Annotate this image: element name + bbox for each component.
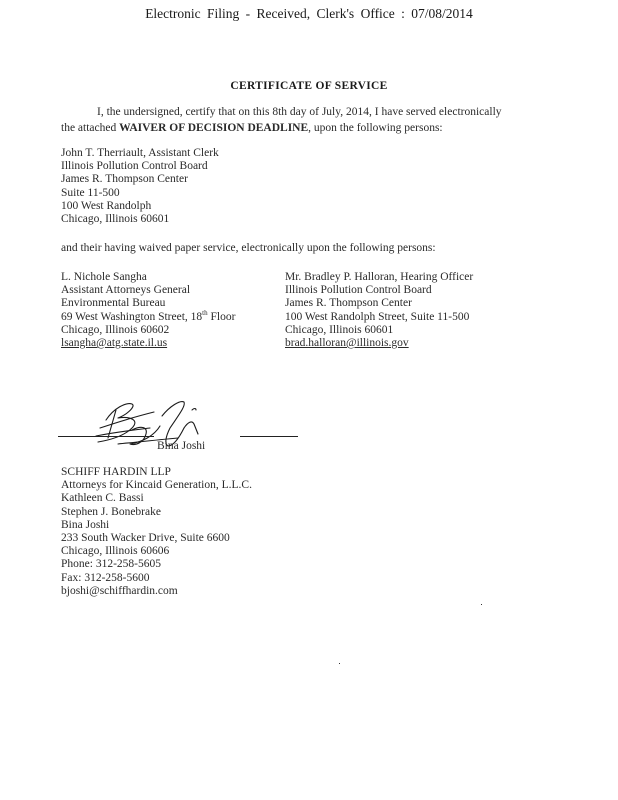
- address-line: Chicago, Illinois 60601: [61, 213, 170, 226]
- firm-line: SCHIFF HARDIN LLP: [61, 466, 171, 478]
- ho-street: 100 West Randolph Street, Suite 11-500: [285, 310, 470, 323]
- address-line: 100 West Randolph: [61, 199, 152, 212]
- firm-line: Phone: 312-258-5605: [61, 558, 161, 571]
- address-line: James R. Thompson Center: [61, 173, 188, 186]
- intro-line-2-pre: the attached: [61, 122, 120, 134]
- firm-signature-block: [61, 466, 252, 598]
- ho-center: James R. Thompson Center: [285, 297, 412, 310]
- scan-speck: [339, 663, 340, 664]
- ag-city: Chicago, Illinois 60602: [61, 323, 170, 336]
- ag-title: Assistant Attorneys General: [61, 284, 191, 297]
- document-name: WAIVER OF DECISION DEADLINE: [119, 122, 309, 134]
- ag-street-sup: th: [202, 308, 208, 317]
- intro-line-2: [61, 120, 502, 136]
- ho-email-link[interactable]: brad.halloran@illinois.gov: [285, 337, 409, 350]
- ho-board: Illinois Pollution Control Board: [285, 284, 432, 297]
- intro-line-2-post: , upon the following persons:: [308, 122, 443, 134]
- ag-bureau: Environmental Bureau: [61, 297, 166, 310]
- address-line: Suite 11-500: [61, 186, 120, 199]
- firm-line: Kathleen C. Bassi: [61, 492, 144, 505]
- address-line: John T. Therriault, Assistant Clerk: [61, 147, 219, 159]
- firm-line: Bina Joshi: [61, 518, 110, 531]
- firm-email: bjoshi@schiffhardin.com: [61, 584, 178, 597]
- signer-name: Bina Joshi: [157, 440, 206, 452]
- signature-line-left: [58, 436, 154, 437]
- intro-paragraph: [61, 104, 502, 136]
- ag-street-pre: 69 West Washington Street, 18: [61, 310, 203, 323]
- recipient-hearing-officer: [285, 271, 473, 350]
- ho-city: Chicago, Illinois 60601: [285, 323, 394, 336]
- firm-line: Stephen J. Bonebrake: [61, 505, 161, 518]
- intro-line-1: I, the undersigned, certify that on this 8th day of July, 2014, I have served electronically: [97, 106, 502, 118]
- address-line: Illinois Pollution Control Board: [61, 160, 208, 173]
- document-title: CERTIFICATE OF SERVICE: [230, 80, 388, 92]
- recipient-clerk-address: [61, 147, 219, 226]
- firm-line: 233 South Wacker Drive, Suite 6600: [61, 532, 230, 545]
- ag-street: [61, 308, 236, 324]
- firm-line: Fax: 312-258-5600: [61, 571, 150, 584]
- signature-line-right: [240, 436, 298, 437]
- filing-header: Electronic Filing - Received, Clerk's Office : 07/08/2014: [145, 6, 473, 21]
- firm-line: Chicago, Illinois 60606: [61, 545, 170, 558]
- ho-name: Mr. Bradley P. Halloran, Hearing Officer: [285, 271, 474, 283]
- waived-service-text: and their having waived paper service, electronically upon the following persons:: [61, 242, 436, 254]
- ag-street-post: Floor: [207, 310, 236, 323]
- recipient-attorney-general: [61, 271, 235, 350]
- ag-email-link[interactable]: lsangha@atg.state.il.us: [61, 337, 168, 350]
- ag-name: L. Nichole Sangha: [61, 271, 147, 283]
- scan-speck: [481, 604, 482, 605]
- firm-line: Attorneys for Kincaid Generation, L.L.C.: [61, 479, 252, 492]
